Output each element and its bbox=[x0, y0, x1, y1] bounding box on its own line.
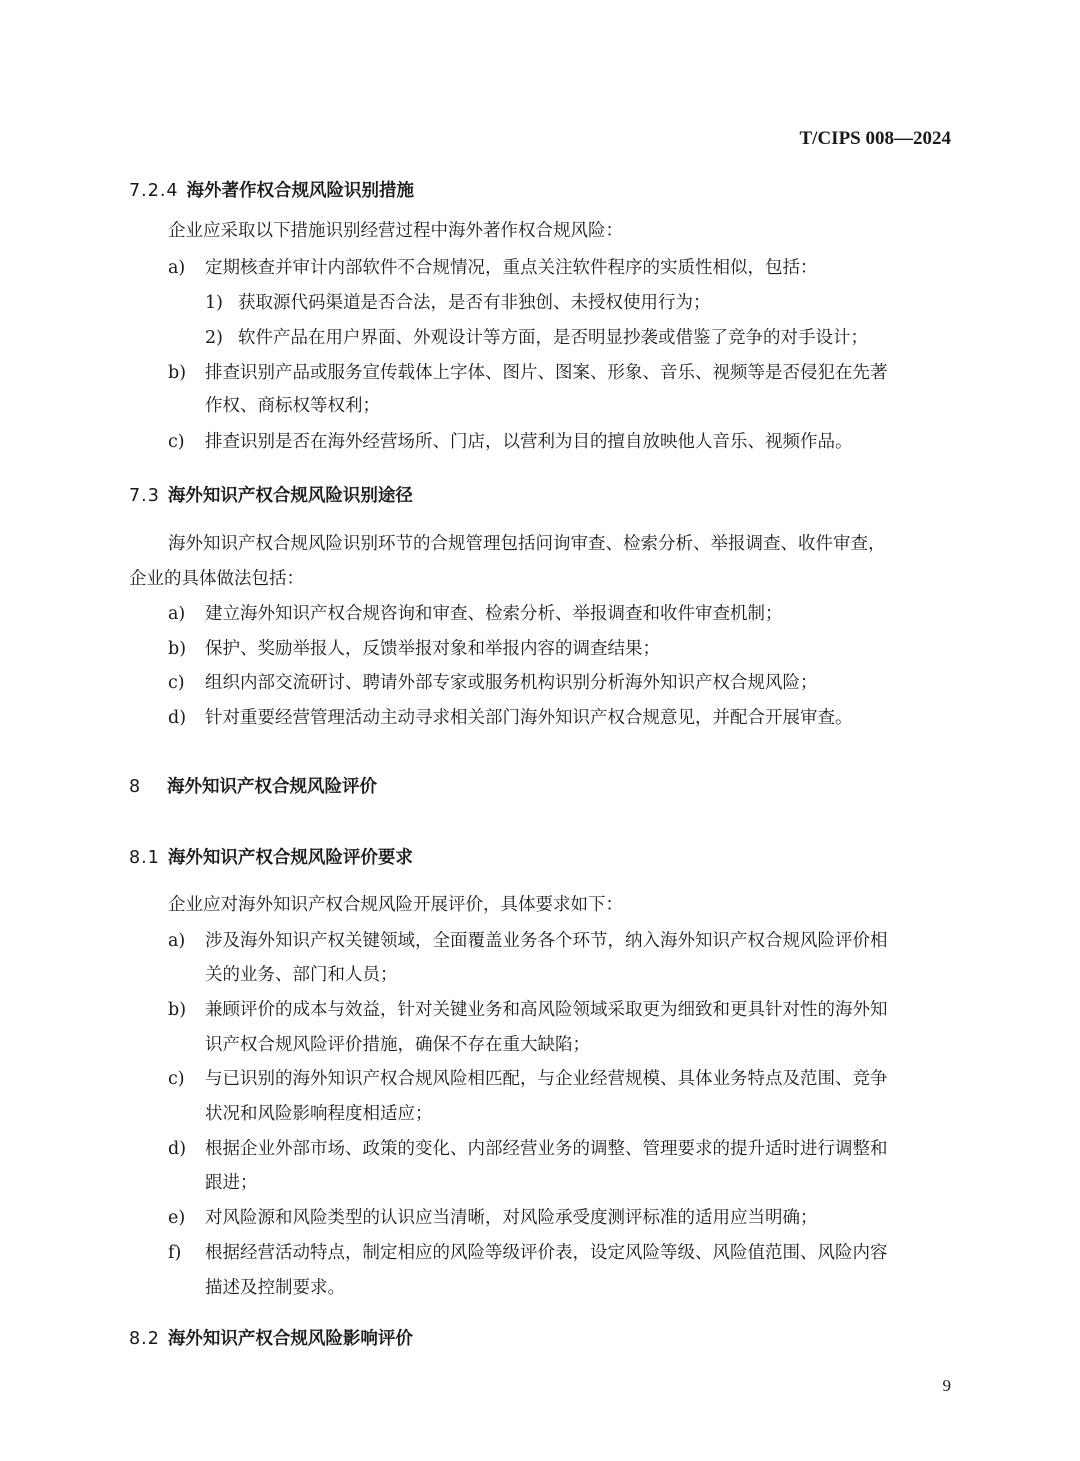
section-title: 海外知识产权合规风险评价要求 bbox=[167, 848, 413, 868]
chapter-number: 8 bbox=[129, 777, 142, 797]
list-item-text-cont: 状况和风险影响程度相适应； bbox=[205, 1104, 433, 1124]
sublist-item-label: 1) bbox=[205, 293, 223, 313]
section-heading-7-2-4 bbox=[129, 177, 414, 202]
list-item-text: 对风险源和风险类型的认识应当清晰，对风险承受度测评标准的适用应当明确； bbox=[205, 1208, 818, 1228]
list-item-label: a) bbox=[168, 258, 186, 278]
list-item-label: d) bbox=[168, 708, 187, 728]
paragraph: 企业应采取以下措施识别经营过程中海外著作权合规风险： bbox=[168, 221, 623, 241]
list-item-label: e) bbox=[168, 1208, 186, 1228]
section-number: 8.1 bbox=[129, 848, 160, 868]
paragraph-cont: 企业的具体做法包括： bbox=[129, 569, 304, 589]
section-title: 海外著作权合规风险识别措施 bbox=[186, 181, 415, 201]
list-item-text: 涉及海外知识产权关键领域，全面覆盖业务各个环节，纳入海外知识产权合规风险评价相 bbox=[205, 931, 888, 951]
list-item-text-cont: 识产权合规风险评价措施，确保不存在重大缺陷； bbox=[205, 1035, 590, 1055]
list-item-label: d) bbox=[168, 1139, 187, 1159]
list-item-text-cont: 跟进； bbox=[205, 1173, 258, 1193]
section-number: 7.2.4 bbox=[129, 181, 179, 201]
list-item-text: 定期核查并审计内部软件不合规情况，重点关注软件程序的实质性相似，包括： bbox=[205, 258, 818, 278]
list-item-label: b) bbox=[168, 363, 187, 383]
list-item-text: 根据企业外部市场、政策的变化、内部经营业务的调整、管理要求的提升适时进行调整和 bbox=[205, 1139, 888, 1159]
list-item-text-cont: 作权、商标权等权利； bbox=[205, 396, 380, 416]
list-item-label: c) bbox=[168, 673, 185, 693]
sublist-item-text: 获取源代码渠道是否合法，是否有非独创、未授权使用行为； bbox=[238, 293, 711, 313]
list-item-text: 与已识别的海外知识产权合规风险相匹配，与企业经营规模、具体业务特点及范围、竞争 bbox=[205, 1069, 888, 1089]
section-heading-8-1 bbox=[129, 844, 413, 869]
list-item-text: 根据经营活动特点，制定相应的风险等级评价表，设定风险等级、风险值范围、风险内容 bbox=[205, 1243, 888, 1263]
list-item-label: b) bbox=[168, 639, 187, 659]
list-item-label: c) bbox=[168, 432, 185, 452]
sublist-item-label: 2) bbox=[205, 328, 223, 348]
list-item-text: 保护、奖励举报人，反馈举报对象和举报内容的调查结果； bbox=[205, 639, 660, 659]
section-title: 海外知识产权合规风险影响评价 bbox=[167, 1329, 413, 1349]
section-title: 海外知识产权合规风险识别途径 bbox=[167, 486, 413, 506]
document-id: T/CIPS 008—2024 bbox=[799, 128, 951, 149]
list-item-text-cont: 关的业务、部门和人员； bbox=[205, 965, 398, 985]
sublist-item-text: 软件产品在用户界面、外观设计等方面，是否明显抄袭或借鉴了竞争的对手设计； bbox=[238, 328, 868, 348]
list-item-text: 针对重要经营管理活动主动寻求相关部门海外知识产权合规意见，并配合开展审查。 bbox=[205, 708, 853, 728]
list-item-label: a) bbox=[168, 604, 186, 624]
section-heading-7-3 bbox=[129, 482, 413, 507]
list-item-text-cont: 描述及控制要求。 bbox=[205, 1278, 345, 1298]
list-item-label: f) bbox=[168, 1243, 182, 1263]
list-item-label: b) bbox=[168, 1000, 187, 1020]
page-number: 9 bbox=[942, 1376, 951, 1395]
chapter-heading-8 bbox=[129, 773, 377, 798]
list-item-label: a) bbox=[168, 931, 186, 951]
section-heading-8-2 bbox=[129, 1325, 413, 1350]
list-item-text: 排查识别是否在海外经营场所、门店，以营利为目的擅自放映他人音乐、视频作品。 bbox=[205, 432, 853, 452]
section-number: 8.2 bbox=[129, 1329, 160, 1349]
list-item-text: 建立海外知识产权合规咨询和审查、检索分析、举报调查和收件审查机制； bbox=[205, 604, 783, 624]
chapter-title: 海外知识产权合规风险评价 bbox=[167, 777, 377, 797]
paragraph: 企业应对海外知识产权合规风险开展评价，具体要求如下： bbox=[168, 895, 623, 915]
list-item-label: c) bbox=[168, 1069, 185, 1089]
section-number: 7.3 bbox=[129, 486, 160, 506]
list-item-text: 兼顾评价的成本与效益，针对关键业务和高风险领域采取更为细致和更具针对性的海外知 bbox=[205, 1000, 888, 1020]
list-item-text: 排查识别产品或服务宣传载体上字体、图片、图案、形象、音乐、视频等是否侵犯在先著 bbox=[205, 363, 888, 383]
paragraph: 海外知识产权合规风险识别环节的合规管理包括问询审查、检索分析、举报调查、收件审查， bbox=[168, 534, 886, 554]
list-item-text: 组织内部交流研讨、聘请外部专家或服务机构识别分析海外知识产权合规风险； bbox=[205, 673, 818, 693]
